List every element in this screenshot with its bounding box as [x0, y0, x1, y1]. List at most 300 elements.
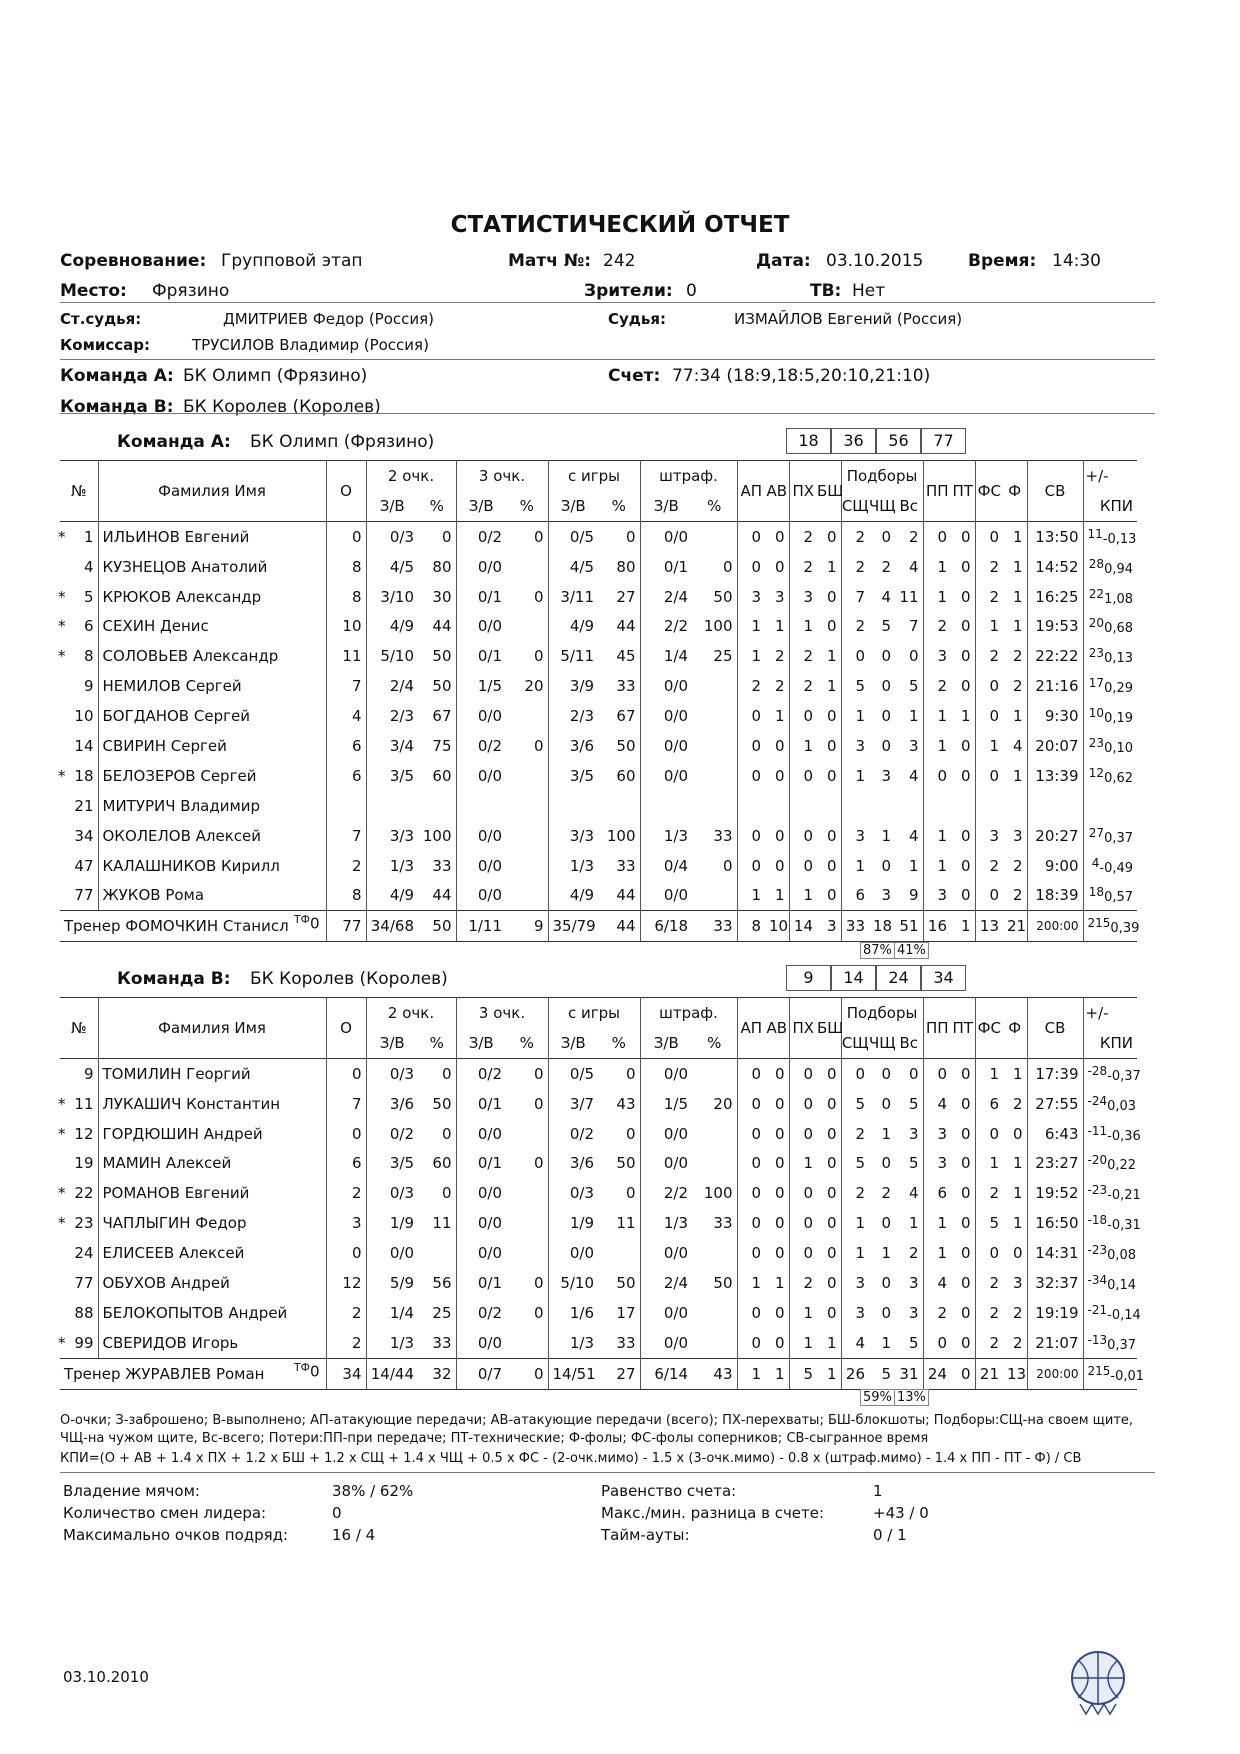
stat-ft-mz: 0/0 — [640, 880, 692, 910]
stat-fs: 3 — [975, 821, 1003, 851]
team-b-table-head — [60, 998, 1137, 1059]
stat-pp: 4 — [923, 1268, 951, 1298]
stat-pt: 0 — [960, 826, 971, 845]
stat-sv: 32:37 — [1027, 1268, 1083, 1298]
stat-three-pct: 20 — [524, 677, 544, 696]
col-pp: ПП — [923, 461, 951, 522]
stat-pm-kpi — [1083, 1328, 1137, 1358]
total-pts: 34 — [326, 1358, 366, 1389]
player-number — [60, 1208, 98, 1238]
stat-reb-own: 4 — [841, 1328, 869, 1358]
stat-kpi: 1,08 — [1104, 591, 1134, 607]
stat-two-pct: 44 — [432, 617, 452, 636]
stat-fg-mz: 1/6 — [548, 1298, 598, 1328]
stat-pt: 0 — [960, 1064, 971, 1083]
stat-ft-pct — [692, 701, 737, 731]
stat-reb-own: 2 — [841, 552, 869, 582]
stat-pp: 1 — [923, 1208, 951, 1238]
starter-mark: * — [58, 647, 66, 666]
stat-pt: 0 — [960, 587, 971, 606]
stat-ph: 1 — [789, 1298, 817, 1328]
stat-fg-pct — [598, 791, 640, 821]
stat-two-mz: 1/3 — [366, 851, 418, 881]
stat-reb-tot: 0 — [908, 1064, 919, 1083]
stat-three-mz: 0/1 — [456, 1148, 506, 1178]
stat-three-pct: 0 — [533, 1273, 544, 1292]
stat-f: 1 — [1012, 617, 1023, 636]
stat-plus-minus: -11 — [1087, 1123, 1108, 1138]
stat-two-pct: 50 — [432, 1094, 452, 1113]
total-fg-pct: 27 — [598, 1358, 640, 1389]
stat-three-pct: 0 — [533, 1303, 544, 1322]
starter-mark: * — [58, 766, 66, 785]
stat-pp: 3 — [923, 1148, 951, 1178]
stat-f: 1 — [1012, 1214, 1023, 1233]
stat-two-pct: 0 — [441, 1184, 452, 1203]
stat-two-pct: 44 — [432, 886, 452, 905]
col-three-mz: З/В — [456, 491, 506, 521]
player-number — [60, 1328, 98, 1358]
stat-pt: 0 — [960, 736, 971, 755]
total-fg-mz: 14/51 — [548, 1358, 598, 1389]
stat-fg-mz — [548, 791, 598, 821]
stat-three-pct: 0 — [533, 736, 544, 755]
stat-pts: 0 — [326, 1238, 366, 1268]
stat-fs: 1 — [975, 1148, 1003, 1178]
legend-line-3: КПИ=(О + АВ + 1.4 х ПХ + 1.2 х БШ + 1.2 х СЩ + 1.4 х ЧЩ + 0.5 х ФС - (2-очк.мимо) - 1.5 х (3-очк.мимо) - 0.8 х (штраф.мимо) - 1.4 х ПП - ПТ - Ф) / СВ — [60, 1451, 1082, 1466]
stat-sv: 19:52 — [1027, 1178, 1083, 1208]
player-row — [60, 641, 1137, 671]
player-number-value: 10 — [74, 707, 94, 726]
tech-fouls-value: 0 — [309, 914, 320, 933]
stat-fs: 0 — [975, 521, 1003, 551]
stat-two-mz: 5/10 — [366, 641, 418, 671]
col-reb-opp: ЧЩ — [869, 496, 896, 515]
stat-three-pct — [506, 821, 548, 851]
stat-av: 0 — [774, 1184, 785, 1203]
col-fg-mz: З/В — [548, 1028, 598, 1058]
stat-ap: 3 — [737, 582, 765, 612]
stat-reb-opp: 0 — [881, 1273, 892, 1292]
col-f: Ф — [1008, 1018, 1022, 1037]
stat-ft-pct: 50 — [713, 587, 733, 606]
player-name: БЕЛОЗЕРОВ Сергей — [98, 761, 326, 791]
stat-pp: 0 — [923, 761, 951, 791]
stat-pm-kpi — [1083, 1208, 1141, 1238]
stat-bsh: 0 — [826, 1214, 837, 1233]
stat-two-pct: 50 — [432, 647, 452, 666]
stat-fg-mz: 4/9 — [548, 611, 598, 641]
player-number — [60, 1298, 98, 1328]
stat-plus-minus: -20 — [1087, 1153, 1108, 1168]
stat-reb-tot: 9 — [908, 886, 919, 905]
team-a-table-body — [58, 521, 1140, 941]
stat-f: 4 — [1012, 736, 1023, 755]
stat-sv: 20:27 — [1027, 821, 1083, 851]
stat-pts: 7 — [326, 671, 366, 701]
col-bsh: БШ — [817, 1018, 844, 1037]
stat-av: 0 — [774, 826, 785, 845]
stat-reb-own: 1 — [841, 1208, 869, 1238]
stat-two-pct: 50 — [432, 677, 452, 696]
stat-sv: 19:53 — [1027, 611, 1083, 641]
stat-ap: 0 — [737, 1178, 765, 1208]
stat-plus-minus: 23 — [1088, 646, 1105, 661]
stat-pp: 0 — [923, 1058, 951, 1088]
starter-mark: * — [58, 617, 66, 636]
player-name: РОМАНОВ Евгений — [98, 1178, 326, 1208]
stat-ap: 0 — [737, 1238, 765, 1268]
stat-kpi: -0,13 — [1102, 531, 1137, 547]
col-sv: СВ — [1027, 461, 1083, 522]
stat-fs: 1 — [975, 611, 1003, 641]
col-no: № — [70, 481, 87, 500]
team-a-q2: 36 — [831, 428, 876, 454]
coach-name: Тренер ЖУРАВЛЕВ Роман — [64, 1364, 265, 1383]
stat-two-pct: 0 — [441, 1064, 452, 1083]
col-two-mz: З/В — [366, 491, 418, 521]
total-av: 1 — [765, 1358, 789, 1389]
stat-av: 3 — [774, 587, 785, 606]
stat-pp: 4 — [923, 1089, 951, 1119]
stat-two-pct: 56 — [432, 1273, 452, 1292]
stat-fg-mz: 1/9 — [548, 1208, 598, 1238]
stat-reb-opp: 1 — [881, 1124, 892, 1143]
player-row — [60, 1268, 1137, 1298]
stat-ft-pct — [692, 1058, 737, 1088]
stat-pt: 0 — [960, 1124, 971, 1143]
stat-ph: 2 — [789, 1268, 817, 1298]
stat-ft-mz: 0/0 — [640, 701, 692, 731]
stat-ft-mz: 0/1 — [640, 552, 692, 582]
stat-pm-kpi — [1083, 1238, 1137, 1268]
stat-f: 2 — [1012, 886, 1023, 905]
total-fg-mz: 35/79 — [548, 911, 598, 942]
stat-reb-tot: 1 — [908, 707, 919, 726]
stat-av: 1 — [774, 707, 785, 726]
player-number — [60, 791, 98, 821]
stat-plus-minus: 28 — [1088, 556, 1105, 571]
starter-mark: * — [58, 527, 66, 546]
stat-fs: 1 — [975, 1058, 1003, 1088]
stat-reb-own: 0 — [841, 1058, 869, 1088]
commissioner-label: Комиссар: — [60, 336, 150, 354]
stat-three-mz: 0/0 — [456, 1328, 506, 1358]
stat-ap: 0 — [737, 521, 765, 551]
team-a-section-name: БК Олимп (Фрязино) — [250, 432, 435, 452]
stat-reb-opp: 4 — [881, 587, 892, 606]
stat-pp: 1 — [923, 851, 951, 881]
stat-fs: 1 — [975, 731, 1003, 761]
stat-kpi: 0,37 — [1107, 1337, 1137, 1353]
stat-pm-kpi — [1083, 582, 1137, 612]
stat-reb-tot: 5 — [908, 677, 919, 696]
commissioner-value: ТРУСИЛОВ Владимир (Россия) — [192, 336, 429, 354]
stat-kpi: 0,57 — [1104, 890, 1134, 906]
team-b-q3: 24 — [876, 965, 921, 991]
stat-reb-own: 3 — [841, 821, 869, 851]
stat-fs: 2 — [975, 1178, 1003, 1208]
total-pp: 24 — [923, 1358, 951, 1389]
stat-fs: 0 — [975, 1238, 1003, 1268]
player-number-value: 23 — [74, 1214, 94, 1233]
stat-reb-tot: 1 — [908, 1214, 919, 1233]
stat-ft-pct — [692, 521, 737, 551]
stat-three-mz: 0/0 — [456, 851, 506, 881]
stat-reb-tot: 11 — [899, 587, 919, 606]
stat-reb-tot: 4 — [908, 557, 919, 576]
stat-pt: 0 — [960, 1244, 971, 1263]
stat-plus-minus: -18 — [1087, 1213, 1108, 1228]
col-reb-tot: Вс — [899, 1033, 919, 1052]
stat-pt: 0 — [960, 1303, 971, 1322]
player-number-value: 34 — [74, 826, 94, 845]
player-number-value: 9 — [83, 677, 94, 696]
stat-reb-opp: 0 — [881, 677, 892, 696]
stat-three-mz: 0/0 — [456, 701, 506, 731]
stat-pts: 10 — [326, 611, 366, 641]
starter-mark: * — [58, 1124, 66, 1143]
stat-ph: 3 — [789, 582, 817, 612]
stat-pts: 6 — [326, 1148, 366, 1178]
stat-kpi: -0,49 — [1099, 860, 1134, 876]
stat-two-mz: 5/9 — [366, 1268, 418, 1298]
stat-sv: 21:16 — [1027, 671, 1083, 701]
player-number — [60, 851, 98, 881]
stat-pm-kpi — [1083, 851, 1137, 881]
stat-three-mz: 0/2 — [456, 521, 506, 551]
stat-ap: 0 — [737, 1148, 765, 1178]
stat-fs: 6 — [975, 1089, 1003, 1119]
stat-fg-mz: 0/2 — [548, 1119, 598, 1149]
stat-plus-minus: -28 — [1087, 1063, 1108, 1078]
stat-fg-mz: 3/6 — [548, 731, 598, 761]
player-row — [60, 880, 1137, 910]
stat-reb-own: 3 — [841, 1268, 869, 1298]
legend-line-2: ЧЩ-на чужом щите, Вс-всего; Потери:ПП-при передаче; ПТ-технические; Ф-фолы; ФС-фолы соперников; СВ-сыгранное время — [60, 1431, 929, 1446]
team-b-table-body — [58, 1058, 1145, 1389]
stat-three-pct — [506, 701, 548, 731]
col-two-pct: % — [429, 496, 444, 515]
stat-two-mz: 4/9 — [366, 880, 418, 910]
player-name: МАМИН Алексей — [98, 1148, 326, 1178]
stat-reb-own — [841, 791, 869, 821]
team-a-label: Команда А: — [60, 366, 174, 386]
total-f: 13 — [1003, 1358, 1027, 1389]
stat-three-pct — [506, 1119, 548, 1149]
player-row — [60, 1148, 1137, 1178]
legend-divider — [60, 1472, 1155, 1473]
stat-fg-mz: 4/9 — [548, 880, 598, 910]
player-number-value: 77 — [74, 886, 94, 905]
stat-ft-pct — [692, 731, 737, 761]
player-number — [60, 641, 98, 671]
timeouts-value: 0 / 1 — [873, 1526, 907, 1544]
stat-kpi: 0,10 — [1104, 740, 1134, 756]
stat-ft-pct — [692, 761, 737, 791]
stat-bsh: 0 — [826, 1303, 837, 1322]
stat-ft-pct: 0 — [722, 856, 733, 875]
stat-bsh: 0 — [826, 766, 837, 785]
col-two-pct: % — [429, 1033, 444, 1052]
stat-reb-opp: 0 — [881, 1094, 892, 1113]
stat-two-mz: 3/5 — [366, 1148, 418, 1178]
stat-reb-opp: 2 — [881, 1184, 892, 1203]
stat-fs: 2 — [975, 1298, 1003, 1328]
player-name: ГОРДЮШИН Андрей — [98, 1119, 326, 1149]
stat-three-mz: 0/2 — [456, 1058, 506, 1088]
starter-mark: * — [58, 1184, 66, 1203]
stat-sv: 27:55 — [1027, 1089, 1083, 1119]
stat-plus-minus: -13 — [1087, 1332, 1108, 1347]
player-number-value: 99 — [74, 1333, 94, 1352]
col-pm: +/- — [1083, 461, 1137, 491]
player-row — [60, 1208, 1137, 1238]
stat-ft-pct: 50 — [713, 1273, 733, 1292]
stat-fg-pct: 17 — [616, 1303, 636, 1322]
stat-pts: 2 — [326, 1328, 366, 1358]
stat-reb-own: 1 — [841, 1238, 869, 1268]
stat-plus-minus: -21 — [1087, 1302, 1108, 1317]
stat-reb-opp: 1 — [881, 1244, 892, 1263]
stat-fg-pct: 50 — [616, 1273, 636, 1292]
stat-pp: 1 — [923, 582, 951, 612]
col-fg-pct: % — [611, 496, 626, 515]
stat-av: 0 — [774, 736, 785, 755]
team-total-row — [60, 911, 1137, 942]
officials-divider — [60, 359, 1155, 360]
col-ap: АП — [737, 998, 765, 1059]
stat-fg-pct: 80 — [616, 557, 636, 576]
stat-three-mz: 0/0 — [456, 1119, 506, 1149]
player-name: СЕХИН Денис — [98, 611, 326, 641]
stat-reb-own: 7 — [841, 582, 869, 612]
stat-reb-opp: 0 — [881, 1214, 892, 1233]
stat-reb-opp: 0 — [881, 1064, 892, 1083]
stat-bsh: 0 — [826, 1064, 837, 1083]
spectators-label: Зрители: — [584, 281, 673, 301]
stat-ph: 0 — [789, 1178, 817, 1208]
stat-ap: 1 — [737, 611, 765, 641]
stat-ap: 0 — [737, 552, 765, 582]
player-number-value: 12 — [74, 1124, 94, 1143]
stat-sv: 13:39 — [1027, 761, 1083, 791]
player-row — [60, 611, 1137, 641]
stat-fs: 0 — [975, 1119, 1003, 1149]
stat-bsh — [817, 791, 841, 821]
stat-fs: 0 — [975, 761, 1003, 791]
total-av: 10 — [765, 911, 789, 942]
stat-ft-mz: 0/0 — [640, 731, 692, 761]
stat-ft-mz: 0/0 — [640, 1328, 692, 1358]
stat-ap: 0 — [737, 1119, 765, 1149]
stat-two-mz: 3/10 — [366, 582, 418, 612]
stat-three-pct: 0 — [533, 587, 544, 606]
basketball-logo-icon — [1068, 1642, 1128, 1718]
stat-pts: 12 — [326, 1268, 366, 1298]
team-b-value: БК Королев (Королев) — [183, 397, 381, 417]
stat-pt: 0 — [960, 1333, 971, 1352]
stat-fg-mz: 4/5 — [548, 552, 598, 582]
total-pm-kpi — [1083, 911, 1140, 942]
tech-fouls-label: ТФ — [294, 913, 310, 927]
stat-three-pct: 0 — [533, 1094, 544, 1113]
stat-av: 0 — [774, 557, 785, 576]
stat-pm-kpi — [1083, 1058, 1141, 1088]
stat-fg-pct: 45 — [616, 647, 636, 666]
stat-ft-pct — [692, 1148, 737, 1178]
stat-ap: 0 — [737, 1328, 765, 1358]
stat-pt: 0 — [960, 1273, 971, 1292]
stat-reb-opp: 0 — [881, 707, 892, 726]
stat-fg-pct: 43 — [616, 1094, 636, 1113]
stat-sv: 14:31 — [1027, 1238, 1083, 1268]
possession-label: Владение мячом: — [63, 1482, 200, 1500]
player-number — [60, 731, 98, 761]
stat-kpi: 0,14 — [1107, 1277, 1137, 1293]
stat-pts: 6 — [326, 761, 366, 791]
stat-f: 0 — [1012, 1244, 1023, 1263]
total-reb-opp: 5 — [869, 1358, 895, 1389]
total-fs: 13 — [975, 911, 1003, 942]
player-number-value: 4 — [83, 557, 94, 576]
stat-fg-pct: 0 — [625, 1064, 636, 1083]
player-name: ЕЛИСЕЕВ Алексей — [98, 1238, 326, 1268]
stat-three-pct: 0 — [533, 1154, 544, 1173]
total-plus-minus: 215 — [1087, 1363, 1111, 1378]
player-row — [60, 1178, 1137, 1208]
stat-plus-minus: -23 — [1087, 1243, 1108, 1258]
stat-reb-own: 1 — [841, 851, 869, 881]
stat-bsh: 0 — [826, 886, 837, 905]
stat-three-pct — [506, 1178, 548, 1208]
stat-pp: 6 — [923, 1178, 951, 1208]
stat-reb-own: 5 — [841, 671, 869, 701]
stat-plus-minus: 22 — [1088, 586, 1105, 601]
player-number-value: 22 — [74, 1184, 94, 1203]
team-a-value: БК Олимп (Фрязино) — [183, 366, 368, 386]
stat-av — [765, 791, 789, 821]
stat-ap: 0 — [737, 1058, 765, 1088]
stat-pm-kpi — [1083, 1268, 1137, 1298]
player-number-value: 8 — [83, 647, 94, 666]
stat-fg-mz: 0/0 — [548, 1238, 598, 1268]
stat-reb-opp: 0 — [881, 647, 892, 666]
stat-ft-mz: 2/4 — [640, 1268, 692, 1298]
stat-three-mz: 0/1 — [456, 582, 506, 612]
tech-fouls — [294, 913, 319, 932]
stat-plus-minus: 11 — [1087, 526, 1103, 541]
total-two-pct: 32 — [418, 1358, 456, 1389]
total-reb-own: 33 — [841, 911, 869, 942]
player-number — [60, 611, 98, 641]
stat-two-mz: 0/3 — [366, 521, 418, 551]
stat-kpi: 0,68 — [1104, 621, 1134, 637]
stat-pts: 11 — [326, 641, 366, 671]
stat-two-pct: 67 — [432, 707, 452, 726]
stat-two-pct: 75 — [432, 736, 452, 755]
stat-pp: 1 — [923, 1238, 951, 1268]
stat-two-mz: 0/2 — [366, 1119, 418, 1149]
team-b-section-label: Команда В: — [117, 969, 231, 989]
stat-sv: 14:52 — [1027, 552, 1083, 582]
stat-ft-mz: 0/0 — [640, 1119, 692, 1149]
stat-ap: 0 — [737, 701, 765, 731]
stat-pp: 1 — [923, 552, 951, 582]
match-label: Матч №: — [508, 251, 592, 271]
stat-ph: 1 — [789, 1148, 817, 1178]
col-reb-opp: ЧЩ — [869, 1033, 896, 1052]
